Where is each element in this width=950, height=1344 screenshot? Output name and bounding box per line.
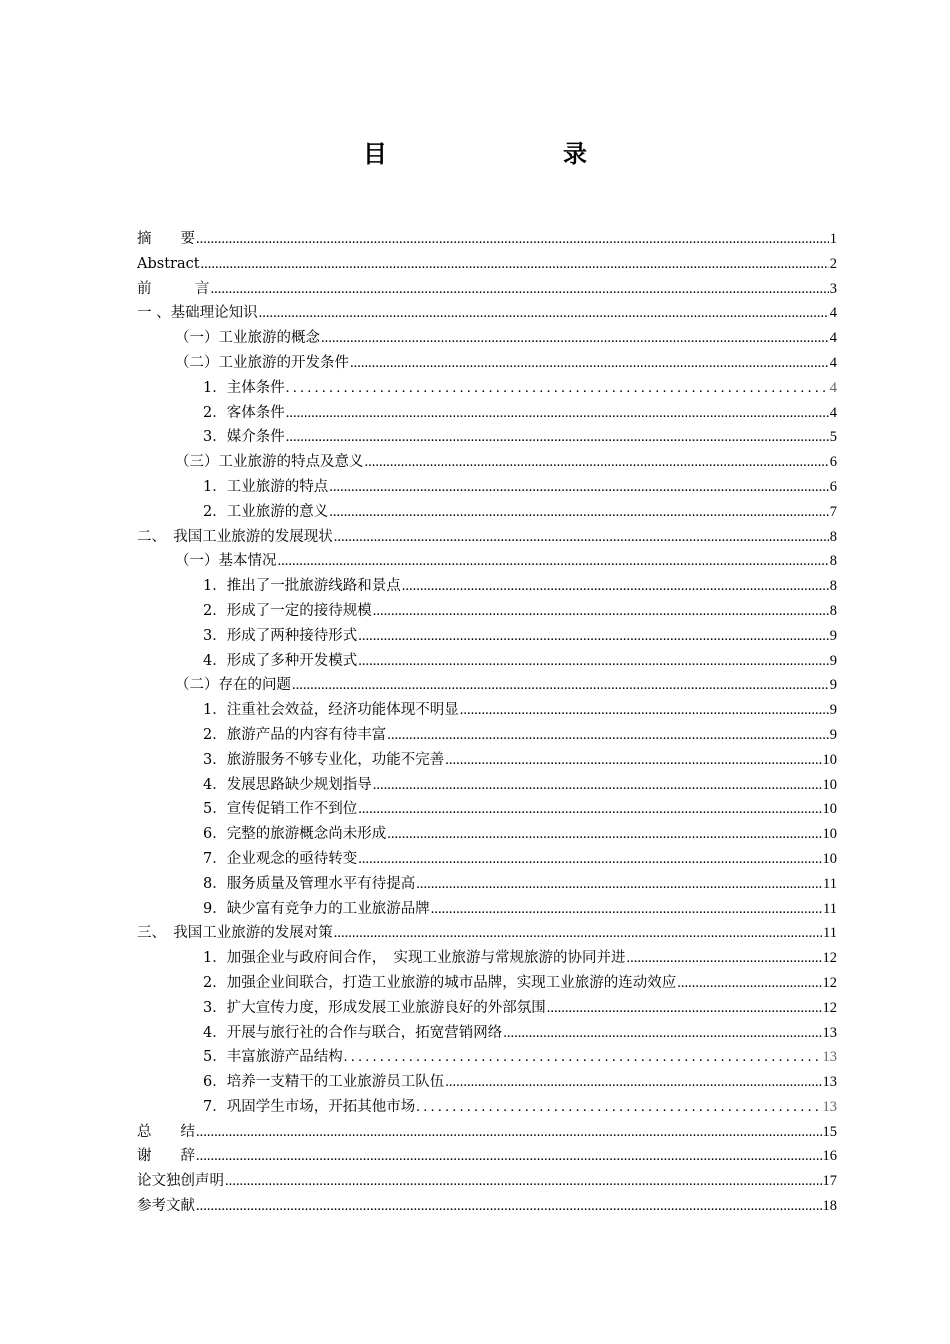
toc-leader-dots [329, 500, 829, 525]
toc-entry-label: Abstract [137, 255, 200, 272]
toc-entry[interactable] [137, 698, 837, 723]
toc-entry-label: 3．媒介条件 [203, 429, 285, 446]
toc-leader-dots [259, 301, 829, 326]
toc-entry[interactable] [137, 1095, 837, 1120]
toc-entry-page-number: 1 [829, 231, 837, 247]
toc-entry-page-number: 12 [822, 999, 837, 1016]
toc-leader-dots [329, 475, 829, 500]
toc-entry[interactable] [137, 897, 837, 922]
toc-entry-page-number: 12 [822, 974, 837, 991]
toc-entry-label: 摘 要 [137, 231, 195, 247]
toc-leader-dots [344, 1045, 822, 1070]
toc-entry[interactable] [137, 574, 837, 599]
toc-entry-label: 7．巩固学生市场，开拓其他市场 [203, 1098, 416, 1115]
toc-entry-page-number: 13 [822, 1024, 837, 1041]
toc-entry-label: 1．加强企业与政府间合作， 实现工业旅游与常规旅游的协同并进 [203, 950, 626, 967]
toc-entry[interactable] [137, 1120, 837, 1145]
toc-leader-dots [334, 525, 829, 550]
toc-entry-page-number: 10 [822, 850, 837, 867]
toc-entry-page-number: 11 [823, 900, 837, 917]
toc-entry-label: 8．服务质量及管理水平有待提高 [203, 875, 416, 892]
toc-leader-dots [358, 797, 821, 822]
toc-entry-page-number: 13 [822, 1049, 837, 1066]
toc-entry[interactable] [137, 376, 837, 401]
toc-entry[interactable] [137, 549, 837, 574]
toc-leader-dots [211, 277, 829, 302]
toc-entry-label: 2．工业旅游的意义 [203, 503, 329, 520]
toc-leader-dots [292, 673, 829, 698]
toc-leader-dots [445, 1070, 821, 1095]
toc-entry[interactable] [137, 624, 837, 649]
toc-entry[interactable] [137, 450, 837, 475]
toc-entry-page-number: 9 [829, 702, 837, 719]
toc-entry-page-number: 17 [822, 1173, 837, 1190]
toc-entry[interactable] [137, 425, 837, 450]
toc-entry[interactable] [137, 500, 837, 525]
toc-entry-page-number: 5 [829, 429, 837, 446]
toc-entry[interactable] [137, 1169, 837, 1194]
toc-leader-dots [334, 921, 822, 946]
toc-leader-dots [358, 649, 829, 674]
toc-leader-dots [365, 450, 829, 475]
toc-leader-dots [358, 847, 821, 872]
toc-leader-dots [286, 376, 829, 401]
toc-leader-dots [350, 351, 829, 376]
toc-entry-label: 二、 我国工业旅游的发展现状 [137, 528, 333, 545]
toc-entry[interactable] [137, 525, 837, 550]
toc-entry-page-number: 10 [822, 751, 837, 768]
toc-entry-label: 4．开展与旅行社的合作与联合，拓宽营销网络 [203, 1024, 503, 1041]
toc-entry-page-number: 4 [829, 354, 837, 371]
toc-entry-page-number: 6 [829, 478, 837, 495]
toc-leader-dots [196, 227, 829, 252]
toc-leader-dots [431, 897, 822, 922]
toc-entry[interactable] [137, 723, 837, 748]
toc-entry[interactable] [137, 1021, 837, 1046]
toc-entry-page-number: 9 [829, 652, 837, 669]
toc-leader-dots [460, 698, 829, 723]
toc-entry[interactable] [137, 401, 837, 426]
toc-leader-dots [201, 252, 829, 277]
toc-entry[interactable] [137, 1070, 837, 1095]
toc-entry-page-number: 2 [829, 255, 837, 272]
toc-entry-page-number: 7 [829, 503, 837, 520]
toc-entry[interactable] [137, 351, 837, 376]
toc-entry[interactable] [137, 1194, 837, 1219]
toc-leader-dots [445, 748, 821, 773]
toc-entry[interactable] [137, 252, 837, 277]
toc-leader-dots [278, 549, 829, 574]
toc-entry-page-number: 15 [822, 1123, 837, 1140]
toc-entry-label: 9．缺少富有竞争力的工业旅游品牌 [203, 900, 430, 917]
toc-entry-page-number: 11 [823, 925, 837, 942]
toc-entry[interactable] [137, 921, 837, 946]
toc-entry[interactable] [137, 475, 837, 500]
toc-entry-label: 1．工业旅游的特点 [203, 478, 329, 495]
toc-leader-dots [286, 401, 829, 426]
toc-entry-label: （二）工业旅游的开发条件 [175, 354, 349, 371]
toc-entry-page-number: 4 [829, 305, 837, 322]
toc-entry-label: 三、 我国工业旅游的发展对策 [137, 925, 333, 942]
toc-entry-label: （一）工业旅游的概念 [175, 330, 320, 347]
toc-entry-label: 4．形成了多种开发模式 [203, 652, 358, 669]
toc-entry-label: 4．发展思路缺少规划指导 [203, 776, 372, 793]
toc-entry-label: （三）工业旅游的特点及意义 [175, 454, 364, 471]
toc-entry[interactable] [137, 822, 837, 847]
toc-leader-dots [402, 574, 829, 599]
toc-entry-page-number: 12 [822, 950, 837, 967]
toc-entry[interactable] [137, 673, 837, 698]
toc-entry-page-number: 4 [829, 404, 837, 421]
toc-leader-dots [358, 624, 829, 649]
toc-entry-label: 谢 辞 [137, 1148, 195, 1165]
toc-entry-page-number: 4 [829, 379, 837, 396]
toc-entry-label: 2．形成了一定的接待规模 [203, 602, 372, 619]
toc-entry-label: 6．完整的旅游概念尚未形成 [203, 826, 387, 843]
toc-entry[interactable] [137, 996, 837, 1021]
toc-entry-label: 7．企业观念的亟待转变 [203, 850, 358, 867]
toc-entry-page-number: 16 [822, 1148, 837, 1165]
toc-entry-page-number: 13 [822, 1074, 837, 1091]
page-title: 目 录 [363, 139, 663, 168]
toc-entry-page-number: 9 [829, 627, 837, 644]
toc-entry-label: 2．加强企业间联合，打造工业旅游的城市品牌，实现工业旅游的连动效应 [203, 974, 677, 991]
toc-entry-label: 6．培养一支精干的工业旅游员工队伍 [203, 1074, 445, 1091]
toc-entry[interactable] [137, 599, 837, 624]
toc-entry[interactable] [137, 971, 837, 996]
toc-entry-label: 3．旅游服务不够专业化，功能不完善 [203, 751, 445, 768]
toc-entry-label: 2．旅游产品的内容有待丰富 [203, 726, 387, 743]
toc-entry-page-number: 3 [829, 280, 837, 297]
toc-entry-page-number: 10 [822, 801, 837, 818]
toc-entry[interactable] [137, 649, 837, 674]
toc-entry-label: 5．宣传促销工作不到位 [203, 801, 358, 818]
toc-leader-dots [196, 1194, 822, 1219]
toc-leader-dots [416, 872, 822, 897]
toc-entry-label: 论文独创声明 [137, 1173, 224, 1190]
toc-entry-label: 1．推出了一批旅游线路和景点 [203, 578, 401, 595]
toc-entry-page-number: 18 [822, 1198, 837, 1215]
toc-entry-label: 1．主体条件 [203, 379, 285, 396]
toc-leader-dots [387, 723, 829, 748]
toc-leader-dots [547, 996, 822, 1021]
toc-entry-label: 3．形成了两种接待形式 [203, 627, 358, 644]
toc-entry-page-number: 10 [822, 826, 837, 843]
toc-leader-dots [196, 1120, 822, 1145]
toc-entry-page-number: 9 [829, 726, 837, 743]
toc-entry-label: 总 结 [137, 1123, 195, 1140]
toc-entry[interactable] [137, 946, 837, 971]
toc-entry[interactable] [137, 773, 837, 798]
toc-leader-dots [225, 1169, 822, 1194]
toc-entry-page-number: 8 [829, 528, 837, 545]
toc-entry-label: （一）基本情况 [175, 553, 277, 570]
toc-leader-dots [373, 599, 829, 624]
toc-leader-dots [387, 822, 821, 847]
toc-leader-dots [373, 773, 822, 798]
toc-entry-label: 3．扩大宣传力度，形成发展工业旅游良好的外部氛围 [203, 999, 546, 1016]
toc-leader-dots [503, 1021, 821, 1046]
toc-entry-label: 一 、基础理论知识 [137, 305, 258, 322]
toc-entry-page-number: 10 [822, 776, 837, 793]
toc-leader-dots [677, 971, 821, 996]
toc-entry-page-number: 6 [829, 454, 837, 471]
toc-entry-label: 5．丰富旅游产品结构 [203, 1049, 343, 1066]
toc-entry[interactable] [137, 1144, 837, 1169]
toc-entry[interactable] [137, 301, 837, 326]
toc-entry-page-number: 11 [823, 875, 837, 892]
toc-entry-page-number: 8 [829, 553, 837, 570]
toc-entry-label: 参考文献 [137, 1198, 195, 1215]
toc-entry[interactable] [137, 227, 837, 252]
toc-leader-dots [626, 946, 821, 971]
toc-entry-page-number: 13 [822, 1098, 837, 1115]
toc-entry[interactable] [137, 326, 837, 351]
toc-entry-page-number: 8 [829, 602, 837, 619]
toc-entry-label: （二）存在的问题 [175, 677, 291, 694]
toc-entry-label: 前 言 [137, 280, 210, 297]
toc-entry-label: 2．客体条件 [203, 404, 285, 421]
table-of-contents [137, 227, 837, 1219]
toc-entry-page-number: 4 [829, 330, 837, 347]
toc-entry-page-number: 8 [829, 578, 837, 595]
toc-leader-dots [321, 326, 829, 351]
toc-leader-dots [196, 1144, 822, 1169]
toc-entry[interactable] [137, 872, 837, 897]
toc-leader-dots [286, 425, 829, 450]
toc-entry[interactable] [137, 1045, 837, 1070]
toc-entry-label: 1．注重社会效益，经济功能体现不明显 [203, 702, 459, 719]
toc-entry-page-number: 9 [829, 677, 837, 694]
toc-entry[interactable] [137, 797, 837, 822]
toc-entry[interactable] [137, 277, 837, 302]
toc-entry[interactable] [137, 748, 837, 773]
toc-leader-dots [416, 1095, 821, 1120]
toc-entry[interactable] [137, 847, 837, 872]
